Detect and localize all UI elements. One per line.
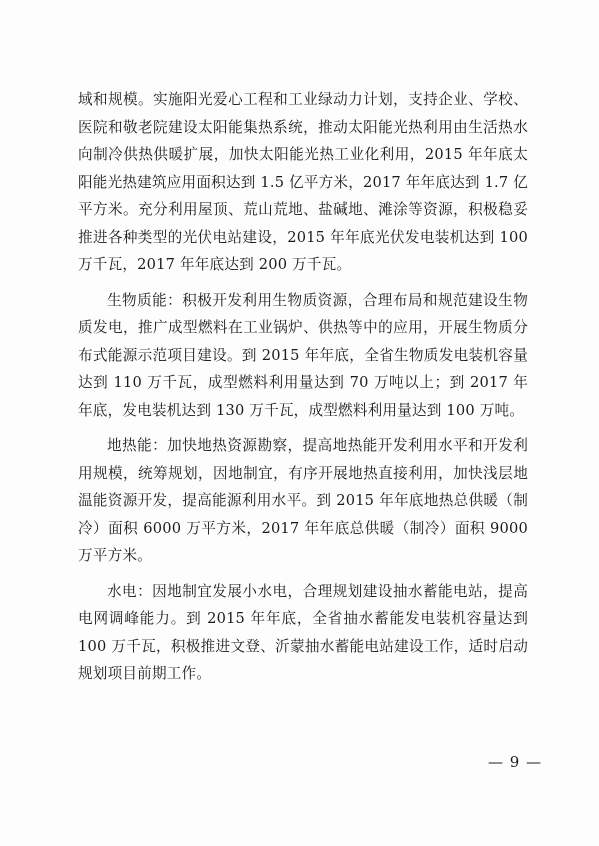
paragraph-hydropower: 水电：因地制宜发展小水电，合理规划建设抽水蓄能电站，提高电网调峰能力。到 2015 年年底，全省抽水蓄能发电装机容量达到 100 万千瓦，积极推进文登、沂蒙抽水蓄能电站建设工作，适时启动规划项目前期工作。 [78,582,528,682]
paragraph-geothermal: 地热能：加快地热资源勘察，提高地热能开发利用水平和开发利用规模，统筹规划，因地制宜，有序开展地热直接利用，加快浅层地温能资源开发，提高能源利用水平。到 2015 年年底地热总供暖（制冷）面积 6000 万平方米，2017 年年底总供暖（制冷）面积 9000 万平方米。 [78,437,528,564]
page-number: — 9 — [488,753,543,771]
paragraph-biomass: 生物质能：积极开发利用生物质资源，合理布局和规范建设生物质发电，推广成型燃料在工业锅炉、供热等中的应用，开展生物质分布式能源示范项目建设。到 2015 年年底，全省生物质发电装机容量达到 110 万千瓦，成型燃料利用量达到 70 万吨以上；到 2017 年年底，发电装机达到 130 万千瓦，成型燃料利用量达到 100 万吨。 [78,291,528,419]
paragraph-solar-continued: 域和规模。实施阳光爱心工程和工业绿动力计划，支持企业、学校、医院和敬老院建设太阳能集热系统，推动太阳能光热利用由生活热水向制冷供热供暖扩展，加快太阳能光热工业化利用，2015 年年底太阳能光热建筑应用面积达到 1.5 亿平方米，2017 年年底达到 1.7 亿平方米。充分利用屋顶、荒山荒地、盐碱地、滩涂等资源，积极稳妥推进各种类型的光伏电站建设，2015 年年底光伏发电装机达到 100 万千瓦，2017 年年底达到 200 万千瓦。 [78,91,529,273]
body-text [78,86,528,688]
